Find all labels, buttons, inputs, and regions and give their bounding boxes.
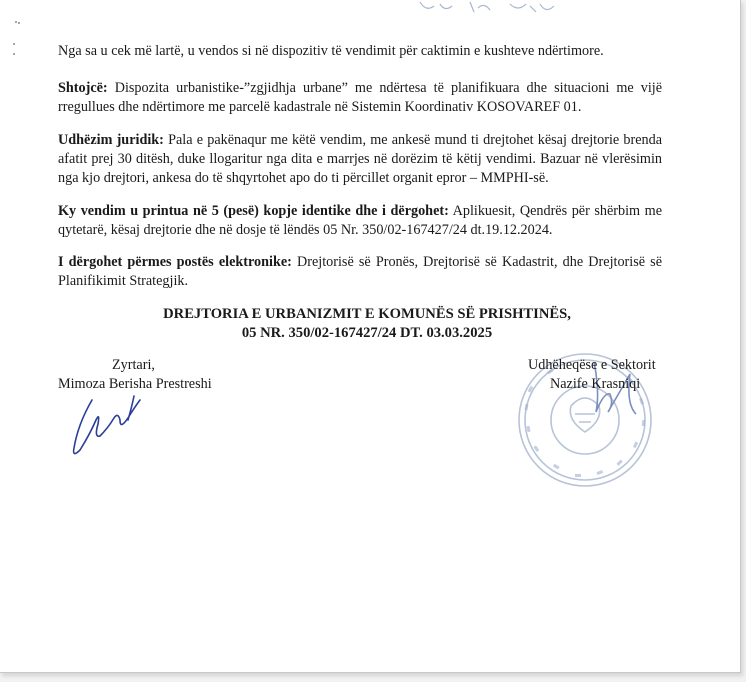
left-signatory-name: Mimoza Berisha Prestreshi bbox=[58, 376, 212, 392]
document-number-heading: 05 NR. 350/02-167427/24 DT. 03.03.2025 bbox=[241, 325, 493, 341]
attachment-label: Shtojcë: bbox=[58, 80, 108, 96]
paragraph-decision: Nga sa u cek më lartë, u vendos si në dispozitiv të vendimit për caktimin e kushteve ndërtimore. bbox=[58, 43, 604, 59]
corner-marks-icon bbox=[12, 20, 32, 60]
paragraph-copies bbox=[58, 202, 662, 240]
right-signatory-role: Udhëheqëse e Sektorit bbox=[528, 357, 656, 373]
paragraph-email-recipients bbox=[58, 253, 662, 291]
paragraph-attachment bbox=[58, 79, 662, 117]
legal-instruction-label: Udhëzim juridik: bbox=[58, 132, 164, 148]
right-signatory-name: Nazife Krasniqi bbox=[550, 376, 641, 392]
copies-text: Aplikuesit, Qendrës për shërbim me qytetarë, kësaj drejtorie dhe në dosje të lëndës 05 Nr. 350/02-167427/24 dt.19.12.2024. bbox=[58, 203, 662, 238]
legal-instruction-text: Pala e pakënaqur me këtë vendim, me ankesë mund ti drejtohet kësaj drejtorie brenda afatit prej 30 ditësh, duke llogaritur nga dita e marrjes në dorëzim të këtij vendimi. Bazuar në vlerësimin nga kjo drejtori, ankesa do të shqyrtohet apo do ti përcillet organit epror – MMPHI-së. bbox=[58, 132, 662, 186]
copies-label: Ky vendim u printua në 5 (pesë) kopje identike dhe i dërgohet: bbox=[58, 203, 449, 219]
email-recipients-text: Drejtorisë së Pronës, Drejtorisë së Kadastrit, dhe Drejtorisë së Planifikimit Strategjik. bbox=[58, 254, 662, 289]
top-stamp-remnant-icon bbox=[400, 0, 570, 22]
left-signature-icon bbox=[66, 394, 166, 464]
email-recipients-label: I dërgohet përmes postës elektronike: bbox=[58, 254, 292, 270]
attachment-text: Dispozita urbanistike-”zgjidhja urbane” me ndërtesa të planifikuara dhe situacioni me vijë rregullues dhe ndërtimore me parcelë kadastrale në Sistemin Koordinativ KOSOVAREF 01. bbox=[58, 80, 662, 115]
directorate-heading: DREJTORIA E URBANIZMIT E KOMUNËS SË PRISHTINËS, bbox=[163, 306, 571, 322]
paragraph-legal-instruction bbox=[58, 131, 662, 188]
left-signatory-role: Zyrtari, bbox=[112, 357, 155, 373]
